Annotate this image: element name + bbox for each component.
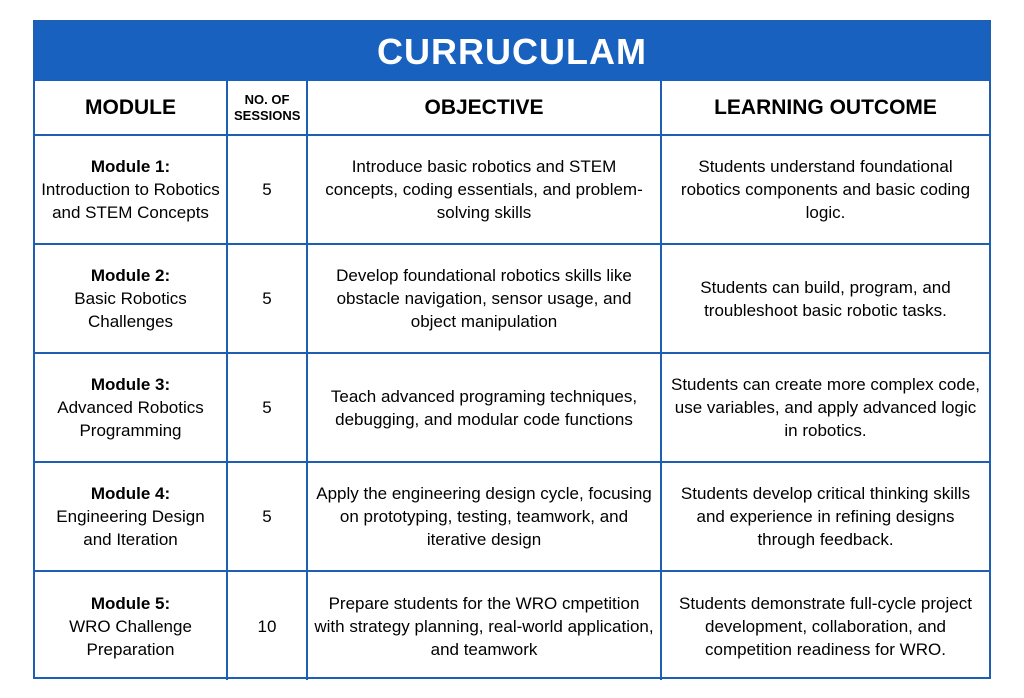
sessions-cell: 5 [227,135,307,244]
outcome-cell: Students understand foundational robotics components and basic coding logic. [661,135,989,244]
module-description: Engineering Design and Iteration [56,507,205,549]
curriculum-table [33,20,991,679]
outcome-cell: Students can build, program, and troubleshoot basic robotic tasks. [661,244,989,353]
outcome-cell: Students can create more complex code, use variables, and apply advanced logic in robotics. [661,353,989,462]
curriculum-grid [35,81,989,680]
table-row [35,571,989,680]
table-row [35,353,989,462]
module-cell [35,135,227,244]
header-module: MODULE [35,81,227,135]
module-title: Module 4: [90,484,171,503]
objective-cell: Prepare students for the WRO cmpetition with strategy planning, real-world application, and teamwork [307,571,661,680]
outcome-cell: Students demonstrate full-cycle project development, collaboration, and competition readiness for WRO. [661,571,989,680]
module-description: Advanced Robotics Programming [57,398,204,440]
objective-cell: Teach advanced programing techniques, debugging, and modular code functions [307,353,661,462]
module-cell [35,244,227,353]
table-row [35,462,989,571]
sessions-cell: 5 [227,353,307,462]
module-title: Module 1: [90,157,171,176]
module-cell [35,462,227,571]
module-title: Module 5: [90,593,171,613]
module-cell [35,353,227,462]
table-title: CURRUCULAM [35,22,989,81]
objective-cell: Develop foundational robotics skills like obstacle navigation, sensor usage, and object manipulation [307,244,661,353]
sessions-cell: 10 [227,571,307,680]
sessions-cell: 5 [227,462,307,571]
module-description: WRO Challenge Preparation [69,616,192,659]
header-objective: OBJECTIVE [307,81,661,135]
header-sessions: NO. OF SESSIONS [227,81,307,135]
objective-cell: Apply the engineering design cycle, focusing on prototyping, testing, teamwork, and iterative design [307,462,661,571]
objective-cell: Introduce basic robotics and STEM concepts, coding essentials, and problem-solving skills [307,135,661,244]
sessions-cell: 5 [227,244,307,353]
header-row [35,81,989,135]
table-row [35,244,989,353]
module-description: Introduction to Robotics and STEM Concepts [41,180,220,222]
table-row [35,135,989,244]
module-title: Module 3: [90,375,171,394]
outcome-cell: Students develop critical thinking skills and experience in refining designs through feedback. [661,462,989,571]
module-title: Module 2: [90,266,171,285]
module-cell [35,571,227,680]
module-description: Basic Robotics Challenges [74,289,187,331]
header-outcome: LEARNING OUTCOME [661,81,989,135]
